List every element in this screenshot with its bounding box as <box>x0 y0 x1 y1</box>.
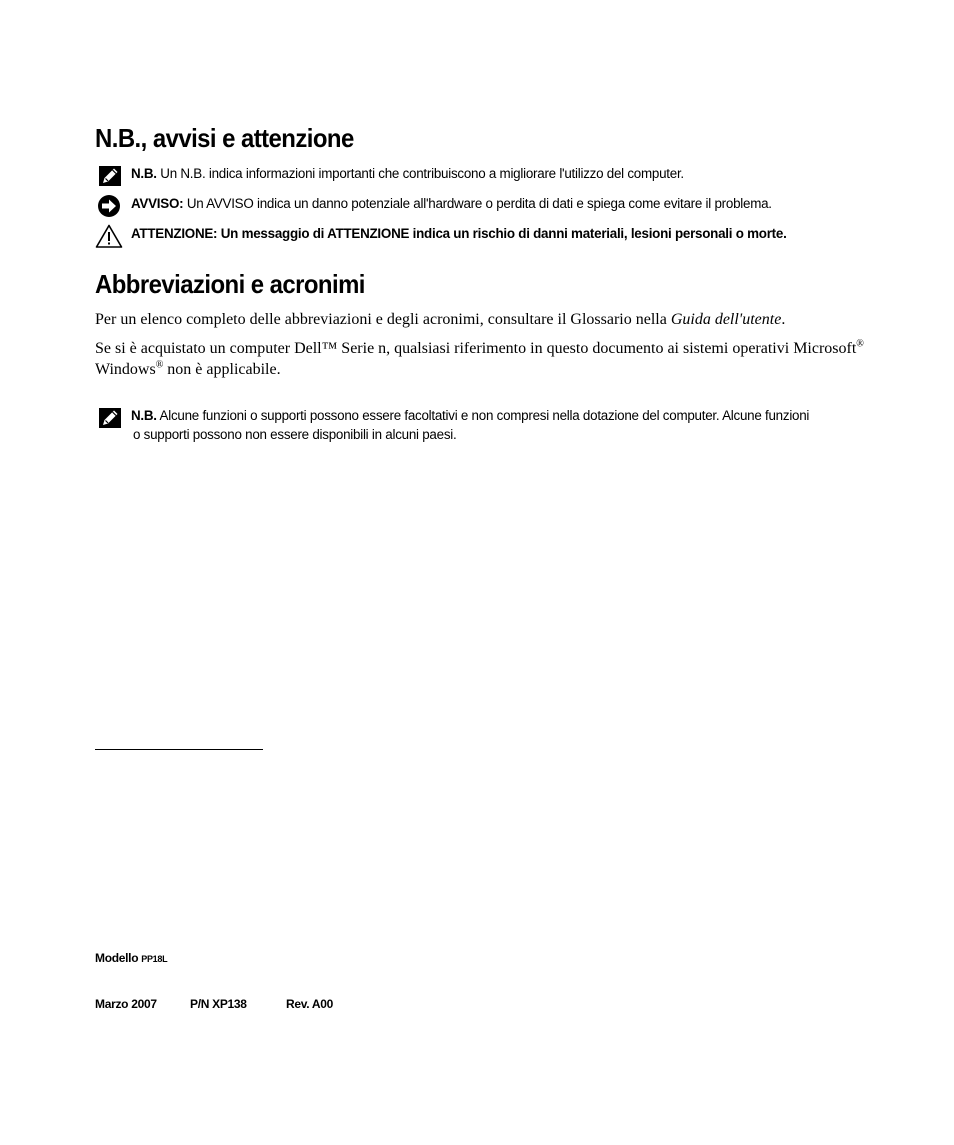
guide-title: Guida dell'utente <box>670 311 782 328</box>
paragraph-dell-n-series: Se si è acquistato un computer Dell™ Serie n, qualsiasi riferimento in questo documento ai sistemi operativi Microsoft® Windows® non è applicabile. <box>95 338 864 378</box>
registered-mark: ® <box>155 359 164 371</box>
note-text-line1: Alcune funzioni o supporti possono essere facoltativi e non compresi nella dotazione del computer. Alcune funzioni <box>159 408 810 423</box>
note-text-line2: o supporti possono non essere disponibili in alcuni paesi. <box>133 427 457 442</box>
section-title-abbreviations: Abbreviazioni e acronimi <box>95 269 365 299</box>
paragraph-glossary: Per un elenco completo delle abbreviazioni e degli acronimi, consultare il Glossario nella Guida dell'utente. <box>95 311 786 328</box>
attenzione-text: Un messaggio di ATTENZIONE indica un rischio di danni materiali, lesioni personali o morte. <box>220 226 787 241</box>
registered-mark: ® <box>856 338 864 350</box>
note-nb-optional-features <box>95 406 895 444</box>
arrow-circle-notice-icon <box>95 194 123 218</box>
pencil-note-icon <box>95 164 123 188</box>
note-attenzione <box>95 224 895 248</box>
footer-part-number: P/N XP138 <box>190 997 247 1011</box>
avviso-label: AVVISO: <box>131 196 184 211</box>
note-label: N.B. <box>131 166 157 181</box>
section-title-notes: N.B., avvisi e attenzione <box>95 123 354 153</box>
pencil-note-icon <box>95 406 123 430</box>
model-line <box>95 951 167 965</box>
divider-rule <box>95 749 263 750</box>
note-nb <box>95 164 895 188</box>
footer-revision: Rev. A00 <box>286 997 333 1011</box>
note-label: N.B. <box>131 408 157 423</box>
avviso-text: Un AVVISO indica un danno potenziale all'hardware o perdita di dati e spiega come evitare il problema. <box>186 196 772 211</box>
model-value: PP18L <box>141 954 168 964</box>
warning-triangle-icon <box>95 224 123 248</box>
note-text: Un N.B. indica informazioni importanti che contribuiscono a migliorare l'utilizzo del computer. <box>160 166 684 181</box>
footer-date: Marzo 2007 <box>95 997 157 1011</box>
attenzione-label: ATTENZIONE: <box>131 226 218 241</box>
note-avviso <box>95 194 895 218</box>
model-label: Modello <box>95 951 139 965</box>
